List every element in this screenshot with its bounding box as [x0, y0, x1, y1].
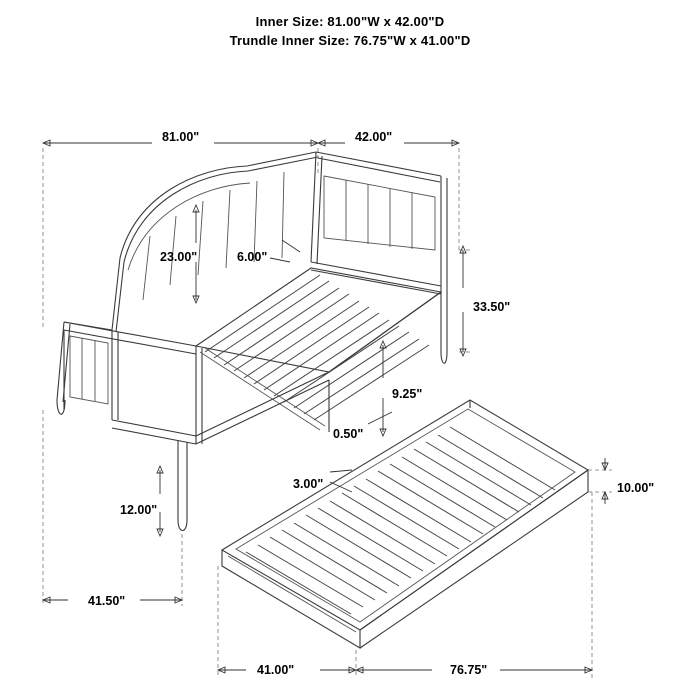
dimension-headboard-arch: 23.00" [160, 250, 198, 264]
dimension-headboard-height: 33.50" [473, 300, 511, 314]
dimension-trundle-width: 76.75" [450, 663, 488, 677]
dimension-bed-overall-depth: 41.50" [88, 594, 126, 608]
dimension-deck-height: 9.25" [392, 387, 423, 401]
dimension-slat-gap: 6.00" [237, 250, 268, 264]
dimension-trundle-height: 10.00" [617, 481, 655, 495]
dimension-bed-depth: 42.00" [355, 130, 393, 144]
trundle-inner-size-label: Trundle Inner Size: 76.75"W x 41.00"D [229, 33, 471, 48]
dimension-slat-thickness: 0.50" [333, 427, 364, 441]
dimension-leg-height: 12.00" [120, 503, 158, 517]
dimension-trundle-depth: 41.00" [257, 663, 295, 677]
inner-size-label: Inner Size: 81.00"W x 42.00"D [255, 14, 445, 29]
dimension-bed-width: 81.00" [162, 130, 200, 144]
dimension-trundle-clearance: 3.00" [293, 477, 324, 491]
